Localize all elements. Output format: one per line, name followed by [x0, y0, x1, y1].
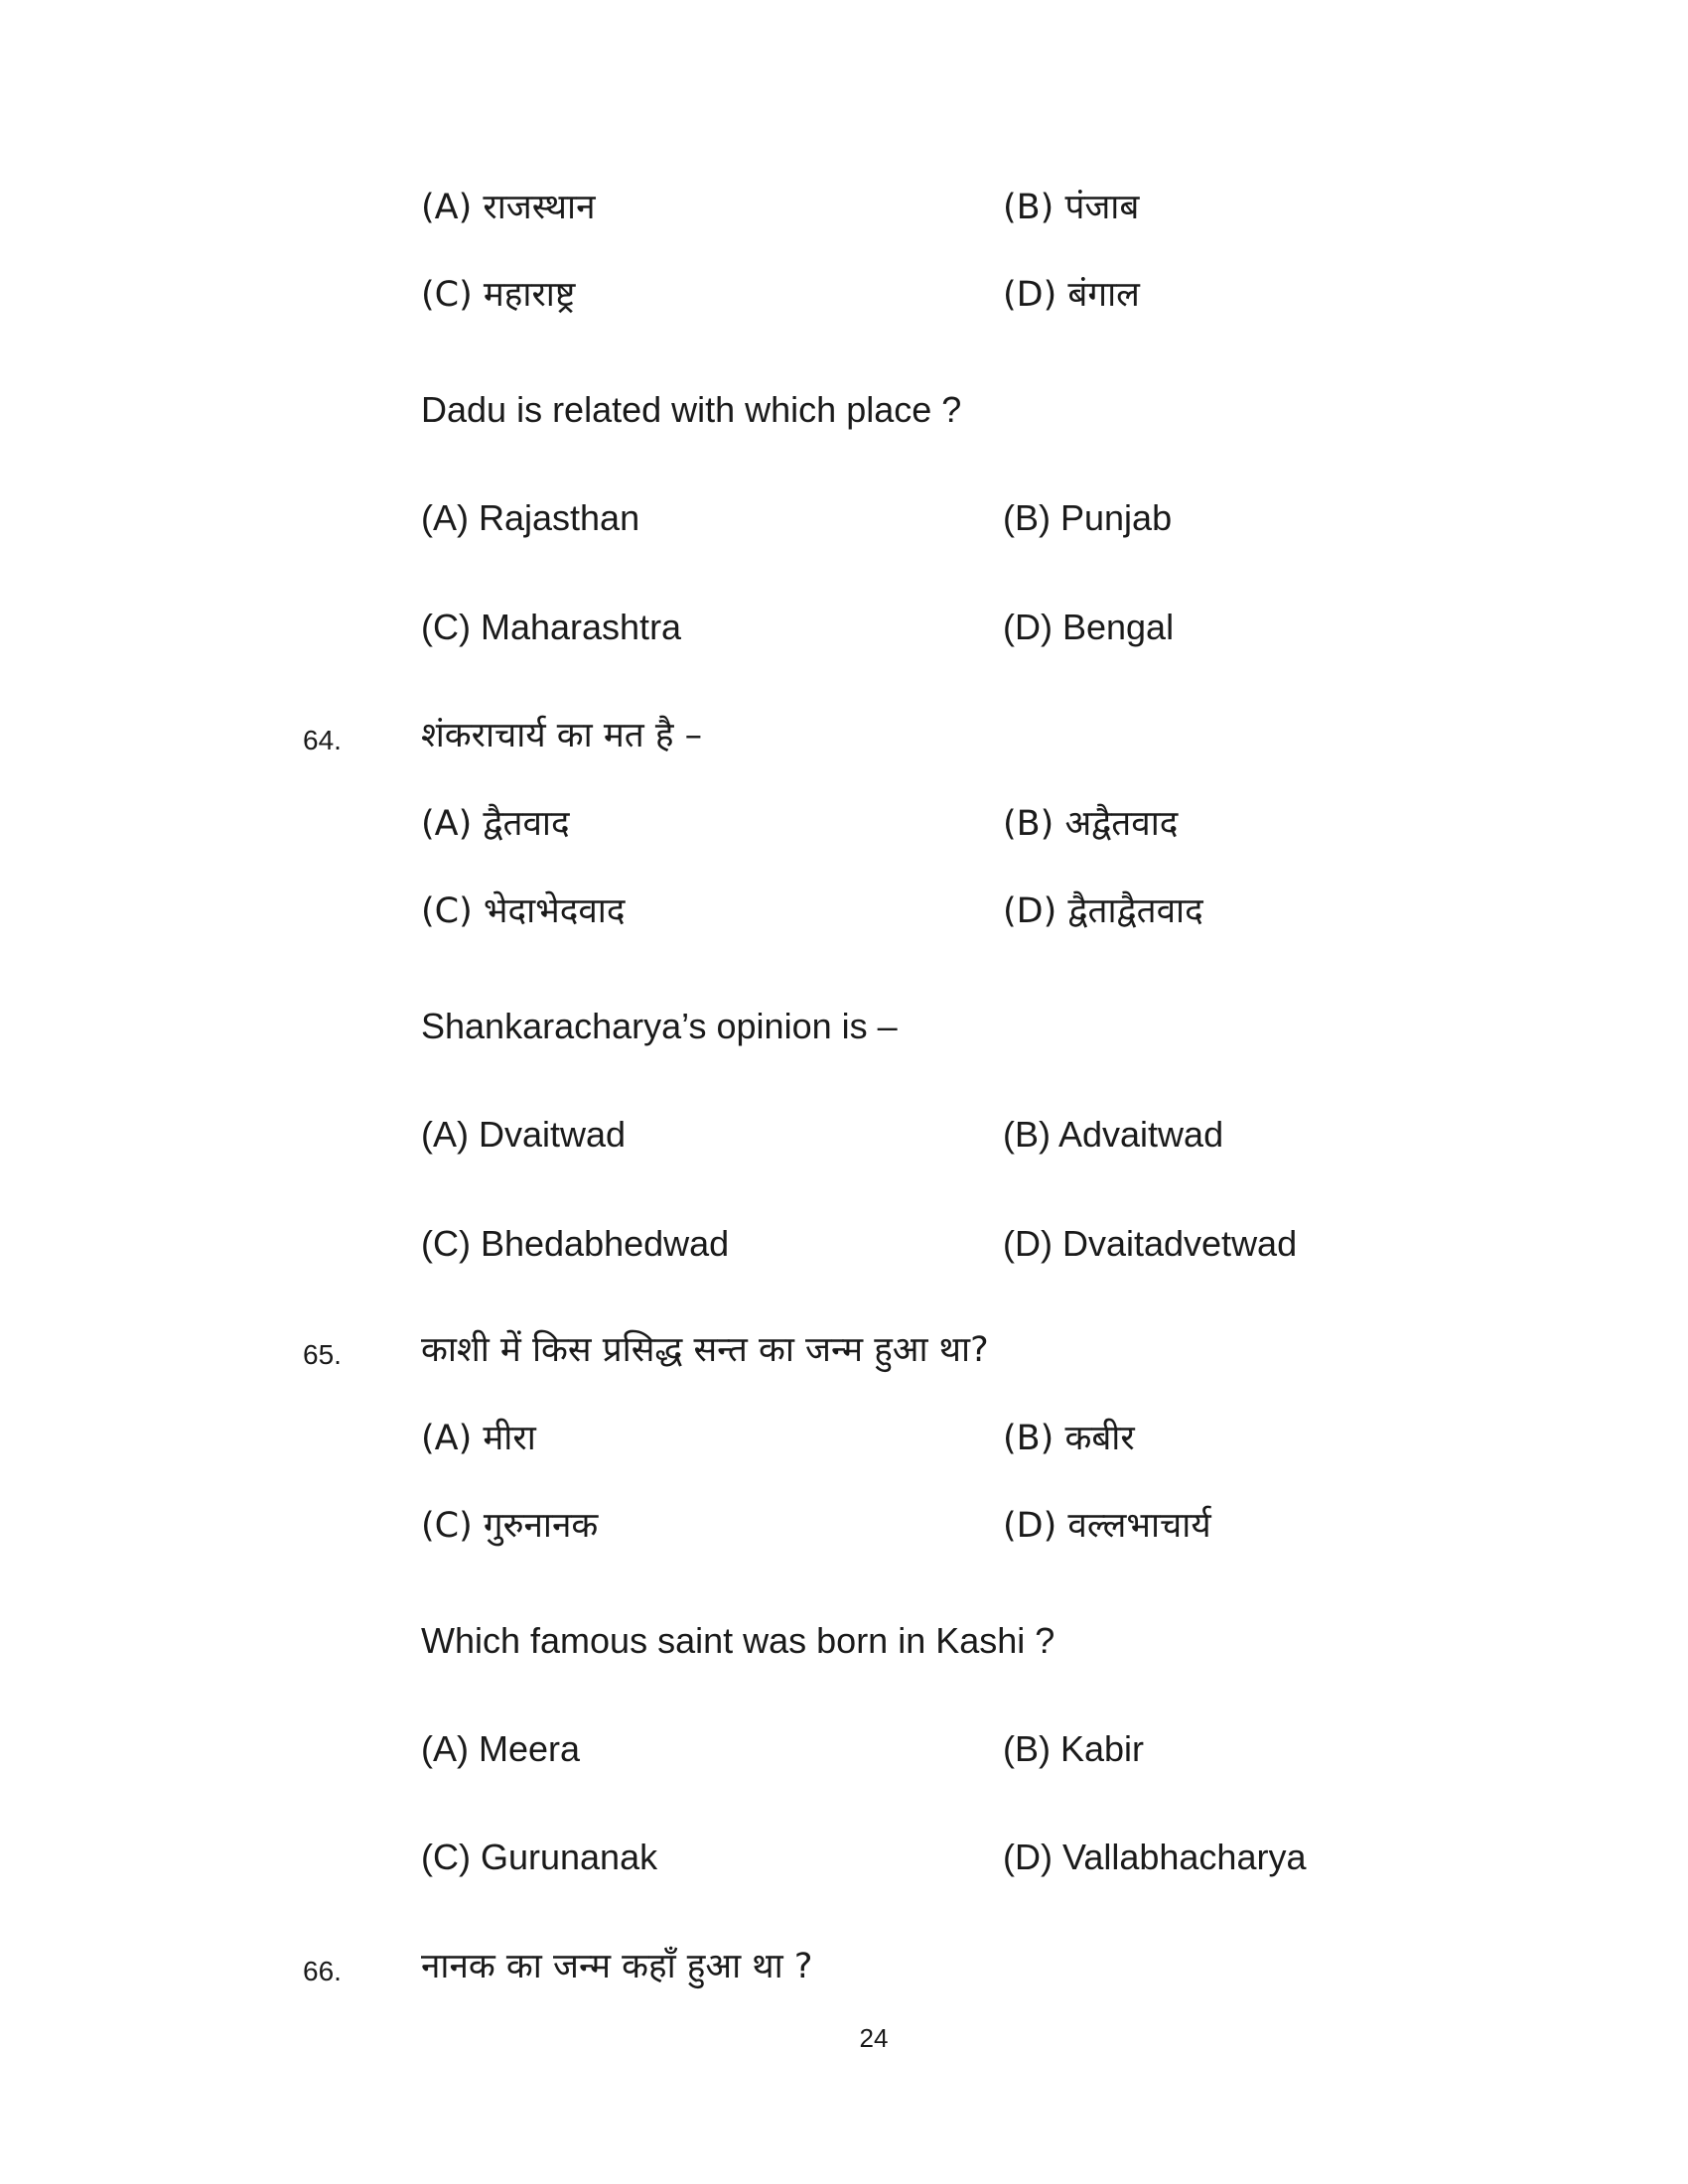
q63-hi-option-a: (A) राजस्थान — [421, 188, 596, 227]
q63-en-option-b: (B) Punjab — [1003, 497, 1173, 538]
q65-hi-option-b: (B) कबीर — [1003, 1419, 1135, 1458]
q63-en-option-d: (D) Bengal — [1003, 607, 1175, 647]
q63-hi-option-b: (B) पंजाब — [1003, 188, 1140, 227]
q64-en-option-b: (B) Advaitwad — [1003, 1114, 1224, 1155]
q63-en-question: Dadu is related with which place ? — [421, 389, 962, 430]
q63-en-option-a: (A) Rajasthan — [421, 497, 640, 538]
q65-en-option-d: (D) Vallabhacharya — [1003, 1837, 1307, 1877]
q65-hi-option-c: (C) गुरुनानक — [421, 1506, 599, 1546]
q65-en-option-c: (C) Gurunanak — [421, 1837, 658, 1877]
page-number: 24 — [859, 2023, 889, 2053]
q64-hi-option-d: (D) द्वैताद्वैतवाद — [1003, 891, 1203, 931]
q64-en-option-a: (A) Dvaitwad — [421, 1114, 627, 1155]
q64-number: 64. — [303, 725, 342, 755]
q65-hi-option-a: (A) मीरा — [421, 1419, 536, 1458]
q66-hi-question: नानक का जन्म कहाँ हुआ था ? — [421, 1947, 813, 1986]
q64-hi-question: शंकराचार्य का मत है – — [421, 716, 703, 755]
q64-hi-option-c: (C) भेदाभेदवाद — [421, 891, 626, 931]
q65-hi-option-d: (D) वल्लभाचार्य — [1003, 1506, 1211, 1546]
q63-hi-option-d: (D) बंगाल — [1003, 275, 1140, 315]
q65-number: 65. — [303, 1339, 342, 1370]
q65-en-question: Which famous saint was born in Kashi ? — [421, 1620, 1055, 1661]
q65-hi-question: काशी में किस प्रसिद्ध सन्त का जन्म हुआ था? — [421, 1330, 989, 1370]
q63-en-option-c: (C) Maharashtra — [421, 607, 682, 647]
q63-hi-option-c: (C) महाराष्ट्र — [421, 275, 576, 315]
q64-hi-option-b: (B) अद्वैतवाद — [1003, 804, 1179, 844]
q64-en-option-c: (C) Bhedabhedwad — [421, 1223, 730, 1264]
q66-number: 66. — [303, 1956, 342, 1986]
q65-en-option-b: (B) Kabir — [1003, 1728, 1145, 1769]
q64-hi-option-a: (A) द्वैतवाद — [421, 804, 570, 844]
q64-en-question: Shankaracharya’s opinion is – — [421, 1006, 898, 1046]
q65-en-option-a: (A) Meera — [421, 1728, 581, 1769]
q64-en-option-d: (D) Dvaitadvetwad — [1003, 1223, 1298, 1264]
